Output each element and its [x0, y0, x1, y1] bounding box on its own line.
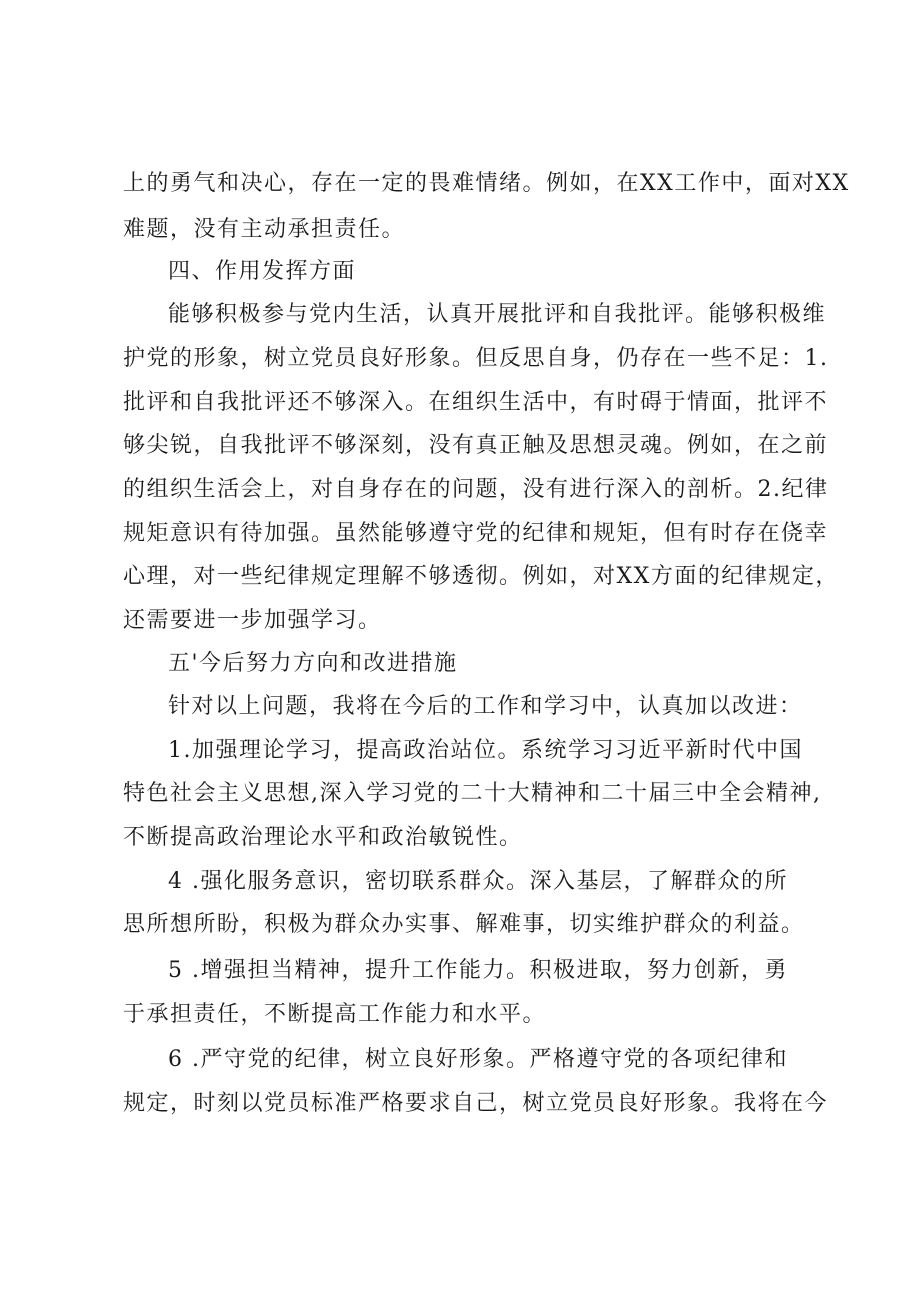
text-line: 于承担责任，不断提高工作能力和水平。 [123, 1002, 547, 1027]
text-line: 上的勇气和决心，存在一定的畏难情绪。例如，在XX工作中，面对XX [123, 171, 850, 196]
text-line: 针对以上问题，我将在今后的工作和学习中，认真加以改进： [168, 694, 803, 719]
text-line: 规定，时刻以党员标准严格要求自己，树立党员良好形象。我将在今 [123, 1091, 829, 1116]
text-line: 不断提高政治理论水平和政治敏锐性。 [123, 825, 523, 850]
text-line: 特色社会主义思想,深入学习党的二十大精神和二十届三中全会精神, [123, 781, 822, 806]
text-line: 心理，对一些纪律规定理解不够透彻。例如，对XX方面的纪律规定， [123, 564, 839, 589]
section-heading: 五'今后努力方向和改进措施 [168, 651, 458, 676]
text-line: 5 .增强担当精神，提升工作能力。积极进取，努力创新，勇 [168, 958, 788, 983]
text-line: 还需要进一步加强学习。 [123, 608, 382, 633]
text-line: 1.加强理论学习，提高政治站位。系统学习习近平新时代中国 [168, 738, 803, 763]
text-line: 6 .严守党的纪律，树立良好形象。严格遵守党的各项纪律和 [168, 1047, 788, 1072]
text-line: 的组织生活会上，对自身存在的问题，没有进行深入的剖析。2.纪律 [123, 477, 829, 502]
text-line: 思所想所盼，积极为群众办实事、解难事，切实维护群众的利益。 [123, 912, 805, 937]
text-line: 护党的形象，树立党员良好形象。但反思自身，仍存在一些不足：1. [123, 346, 829, 371]
text-line: 难题，没有主动承担责任。 [123, 217, 406, 242]
text-line: 够尖锐，自我批评不够深刻，没有真正触及思想灵魂。例如，在之前 [123, 433, 829, 458]
text-line: 4 .强化服务意识，密切联系群众。深入基层，了解群众的所 [168, 869, 788, 894]
text-line: 能够积极参与党内生活，认真开展批评和自我批评。能够积极维 [168, 302, 827, 327]
text-line: 批评和自我批评还不够深入。在组织生活中，有时碍于情面，批评不 [123, 390, 829, 415]
section-heading: 四、作用发挥方面 [168, 259, 357, 284]
text-line: 规矩意识有待加强。虽然能够遵守党的纪律和规矩，但有时存在侥幸 [123, 521, 829, 546]
